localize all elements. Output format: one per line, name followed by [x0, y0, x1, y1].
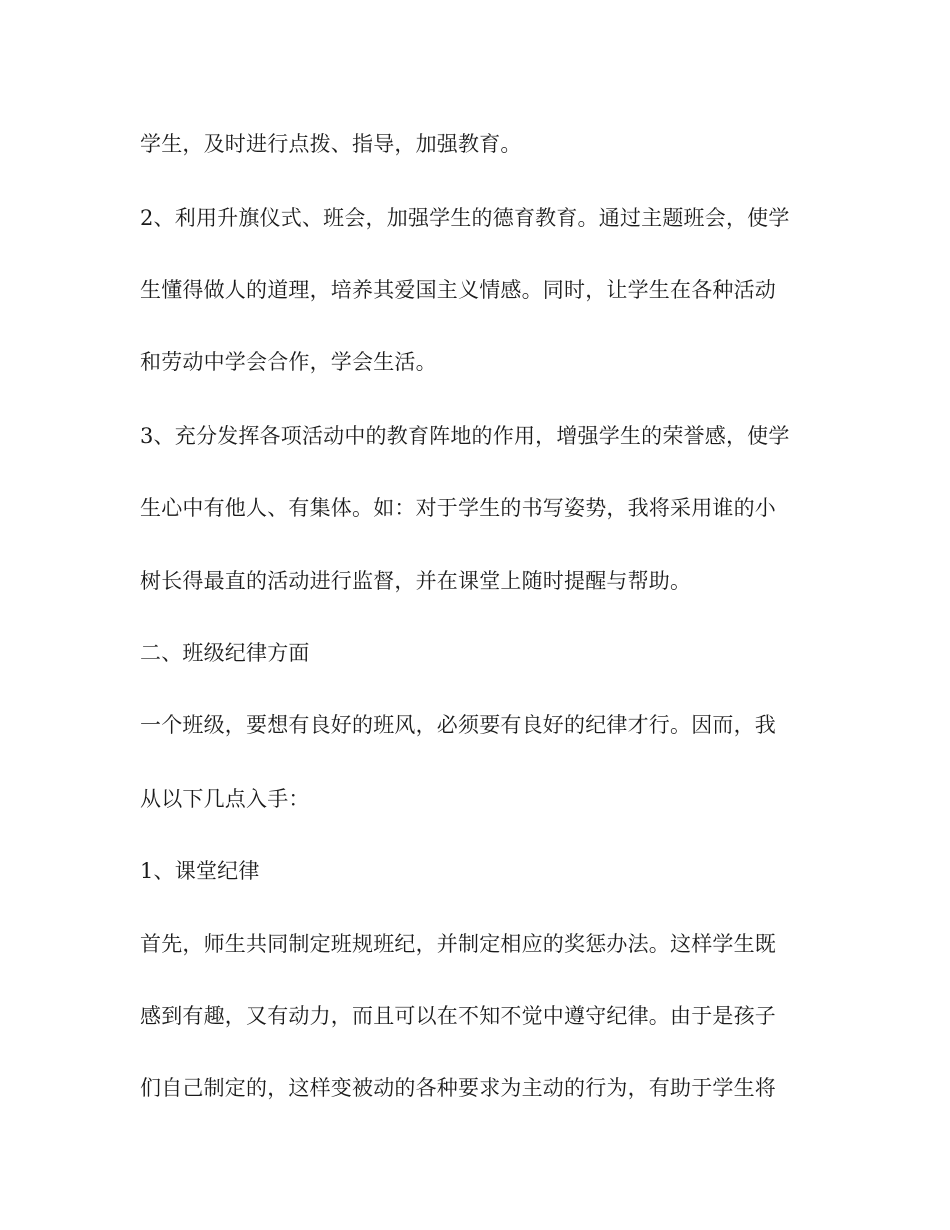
section-heading: 二、班级纪律方面 — [140, 641, 310, 665]
text-line: 从以下几点入手： — [140, 787, 310, 811]
text-line: 树长得最直的活动进行监督，并在课堂上随时提醒与帮助。 — [140, 569, 692, 593]
subsection-heading: 1、课堂纪律 — [140, 859, 260, 883]
text-line: 学生，及时进行点拨、指导，加强教育。 — [140, 132, 522, 156]
text-line: 首先，师生共同制定班规班纪，并制定相应的奖惩办法。这样学生既 — [140, 932, 776, 956]
text-line: 生心中有他人、有集体。如：对于学生的书写姿势，我将采用谁的小 — [140, 496, 776, 520]
text-line: 感到有趣，又有动力，而且可以在不知不觉中遵守纪律。由于是孩子 — [140, 1004, 776, 1028]
text-line: 3、充分发挥各项活动中的教育阵地的作用，增强学生的荣誉感，使学 — [140, 424, 790, 448]
text-line: 们自己制定的，这样变被动的各种要求为主动的行为，有助于学生将 — [140, 1076, 776, 1100]
text-line: 2、利用升旗仪式、班会，加强学生的德育教育。通过主题班会，使学 — [140, 206, 790, 230]
text-line: 生懂得做人的道理，培养其爱国主义情感。同时，让学生在各种活动 — [140, 278, 776, 302]
text-line: 和劳动中学会合作，学会生活。 — [140, 350, 437, 374]
text-line: 一个班级，要想有良好的班风，必须要有良好的纪律才行。因而，我 — [140, 713, 776, 737]
